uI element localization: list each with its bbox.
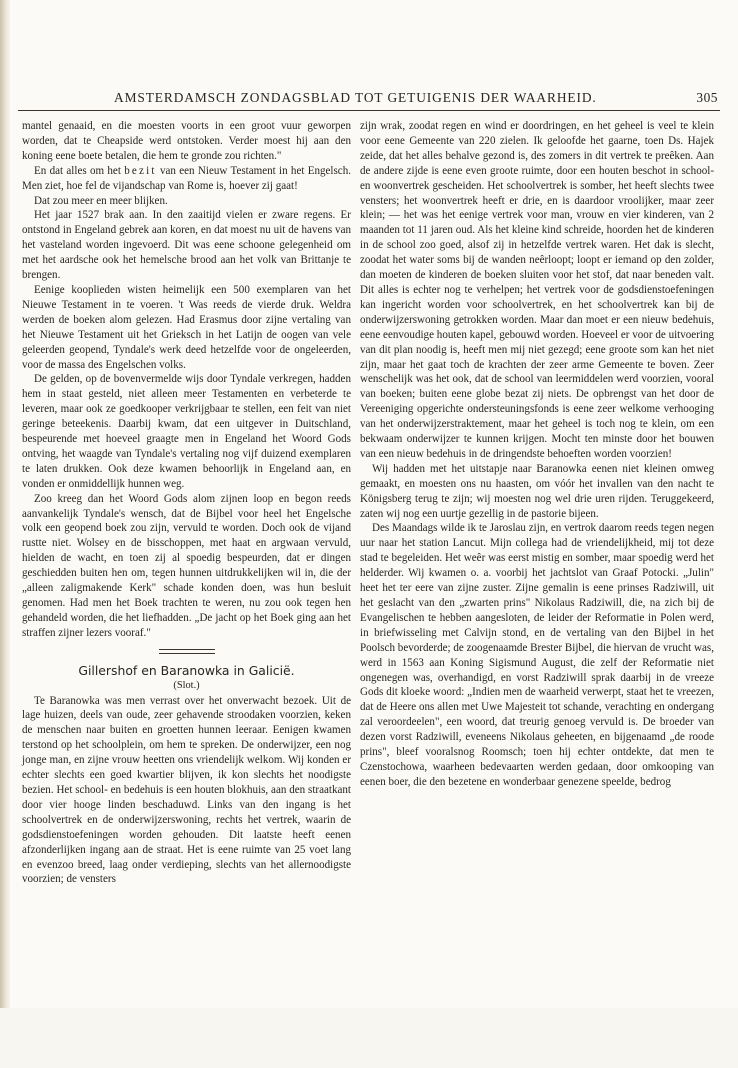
paragraph: Het jaar 1527 brak aan. In den zaaitijd vielen er zware regens. Er ontstond in Engeland gebrek aan koren, en dat moest nu uit de havens van het vasteland worden ingevoerd. Dit was eene schoone gelegenheid om met het aardsche ook het hemelsche brood aan het volk van Brittanje te brengen. — [22, 209, 351, 282]
journal-title: AMSTERDAMSCH ZONDAGSBLAD TOT GETUIGENIS DER WAARHEID. — [114, 90, 597, 105]
paragraph: mantel genaaid, en die moesten voorts in een groot vuur geworpen worden, dat te Cheapside werd ontstoken. Verder moest hij aan den koning eene boete betalen, die hem te gronde zou richten." — [22, 120, 351, 162]
section-subtitle: (Slot.) — [173, 679, 200, 691]
paragraph: Des Maandags wilde ik te Jaroslau zijn, en vertrok daarom reeds tegen negen uur naar het station Lancut. Mijn collega had de vriendelijkheid, mij tot deze stad te begeleiden. Het weêr was eerst mistig en somber, maar spoedig werd het helderder. Wij kwamen o. a. voorbij het jachtslot van Graaf Potocki. „Julin" heet het ter eere van zijne zuster. Zijne gemalin is eene prinses Radziwill, uit het geslacht van den „zwarten prins" Nikolaus Radziwill, die, na zich bij de Evangelischen te hebben aangesloten, de leider der Reformatie in Polen werd, in briefwisseling met Calvijn stond, en de vertaling van den Bijbel in het Poolsch bevorderde; de zoogenaamde Brester Bijbel, die hiervan de vrucht was, werd in 1563 aan Koning Sigismund August, die zelf der Reformatie niet ongenegen was, overhandigd, en vorst Radziwill sprak daarbij in de vreeze Gods dit kloeke woord: „Indien men de waarheid verwerpt, staat het te vreezen, dat de Heere ons allen met Uwe Majesteit tot schande, verachting en ondergang zal veroordeelen", een woord, dat treurig genoeg vervuld is. De broeder van dezen vorst Radziwill, eveneens Nikolaus geheeten, en bijgenaamd „de roode prins", bleef vooralsnog Roomsch; toen hij echter ontdekte, dat men te Czenstochowa, waarheen bedevaarten werden gedaan, door omkooping van eenen boer, die den bezetene en wonderbaar genezene speelde, bedrog — [360, 522, 714, 788]
paragraph: Wij hadden met het uitstapje naar Baranowka eenen niet kleinen omweg gemaakt, en moesten ons nu haasten, om vóór het invallen van den nacht te Königsberg terug te zijn; wij moesten nog wel drie uren rijden. Teruggekeerd, zaten wij nog een uurtje gezellig in de pastorie bijeen. — [360, 462, 714, 520]
paragraph: Te Baranowka was men verrast over het onverwacht bezoek. Uit de lage huizen, deels van oude, zeer gehavende stroodaken voorzien, keken de menschen naar buiten en groetten hunnen leeraar. Eenigen kwamen terstond op het schoolplein, om hem te spreken. De onderwijzer, een nog jonge man, en zijne vrouw heetten ons vriendelijk welkom. Wij konden er echter slechts een goed kwartier blijven, ik kon slechts het noodigste bezien. Het school- en bedehuis is een houten blokhuis, aan den straatkant door vier hooge linden beschaduwd. Links van den ingang is het schoolvertrek en de onderwijzerswoning, rechts het vertrek, waarin de godsdienstoefeningen worden gehouden. Dit laatste heeft eenen afzonderlijken ingang aan de straat. Het is eene ruimte van 25 voet lang en evenzoo breed, laag onder verdieping, slechts van het allernoodigste voorzien; de vensters — [22, 694, 351, 886]
right-column — [360, 119, 714, 790]
page-number: 305 — [696, 90, 718, 105]
paragraph: Eenige kooplieden wisten heimelijk een 500 exemplaren van het Nieuwe Testament in te voeren. 't Was reeds de vierde druk. Weldra werden de boeken alom gelezen. Had Erasmus door zijne vertaling van het Nieuwe Testament uit het Grieksch in het Latijn de oogen van vele geleerden geopend, Tyndale's werk deed hetzelfde voor de ongeleerden, voor de massa des Engelschen volks. — [22, 283, 351, 371]
paragraph: Dat zou meer en meer blijken. — [34, 194, 168, 207]
paragraph: En dat alles om het bezit van een Nieuw Testament in het Engelsch. Men ziet, hoe fel de vijandschap van Rome is, hoever zij gaat! — [22, 164, 351, 192]
spaced-emphasis: bezit — [124, 164, 157, 177]
header-rule — [18, 110, 720, 111]
left-column — [22, 119, 351, 887]
page-binding-edge — [0, 0, 10, 1068]
paragraph: Zoo kreeg dan het Woord Gods alom zijnen loop en begon reeds aanvankelijk Tyndale's wensch, dat de Bijbel voor heel het Engelsche volk een geopend boek zou zijn, vervuld te worden. Doch ook de vijand rustte niet. Wolsey en de bisschoppen, met haat en argwaan vervuld, hielden de wacht, en toen zij al spoedig bespeurden, dat er dingen geschiedden buiten hen om, tegen hunnen uitdrukkelijken wil in, die der „alleen zaligmakende Kerk" schade konden doen, was hun besluit genomen. Had men het Boek trachten te weren, nu zou ook tegen hen gehandeld worden, die het liefhadden. „De jacht op het Boek ging aan het straffen zijner lezers vooraf." — [22, 492, 351, 639]
paragraph: De gelden, op de bovenvermelde wijs door Tyndale verkregen, hadden hem in staat gesteld, niet alleen meer Testamenten en verbeterde te leveren, maar ook ze goedkooper verkrijgbaar te stellen, een feit van niet geringe beteekenis. Daarbij kwam, dat een uitgever in Duitschland, bespeurende met hoeveel graagte men in Engeland het Woord Gods ontving, het waagde van Tyndale's vertaling nog vijf duizend exemplaren te laten drukken. Ook deze kwamen behoorlijk in Engeland aan, en vonden er onmiddellijk hunnen weg. — [22, 373, 351, 490]
page-bottom-margin — [0, 1008, 738, 1068]
section-title: Gillershof en Baranowka in Galicië. — [78, 662, 295, 678]
paragraph: zijn wrak, zoodat regen en wind er doordringen, en het geheel is veel te klein voor eene Gemeente van 220 zielen. Ik geloofde het gaarne, toen Ds. Hajek zeide, dat het alles behalve gezond is, des zomers in dit vertrek te preêken. Aan de andere zijde is eene even groote ruimte, door een houten beschot in school- en woonvertrek gescheiden. Het schoolvertrek is somber, het heeft slechts twee vensters; het woonvertrek heeft er drie, en is daardoor vroolijker, maar zeer klein; — het was het eenige vertrek voor man, vrouw en vier kinderen, van 2 maanden tot 11 jaren oud. Als het kleine kind schreide, hoorden het de kinderen in de school zoo goed, alsof zij in hetzelfde vertrek waren. Het dak is slecht, zoodat het water soms bij de wanden neêrloopt; loopt er iemand op den zolder, dan moeten de kinderen de boeken sluiten voor het stof, dat naar beneden valt. Dit alles is echter nog te verhelpen; het vertrek voor de godsdienstoefeningen kan ingericht worden voor schoolvertrek, en het schoolvertrek kan bij de onderwijzerswoning getrokken worden. Maar dan moet er een nieuw bedehuis, eene eenvoudige houten kapel, gebouwd worden. Hoeveel er voor de uitvoering van dit plan noodig is, heeft men mij niet gezegd; eene groote som kan het niet zijn, maar het gaat toch de krachten der zeer arme Gemeente te boven. Zeer wenschelijk was het ook, dat de school van leermiddelen werd voorzien, vooral van boeken; buiten eene globe bezat zij niets. De opbrengst van het door de Vereeniging opgerichte ondersteuningsfonds is eene zeer welkome verhooging van het onderwijzerstraktement, maar het geheel is toch nog te klein, om een bekwaam onderwijzer te kunnen krijgen. Mocht ten minste door het bouwen van een nieuw bedehuis in de dringendste behoeften worden voorzien! — [360, 120, 714, 460]
section-separator — [159, 649, 215, 654]
running-header — [18, 88, 718, 108]
